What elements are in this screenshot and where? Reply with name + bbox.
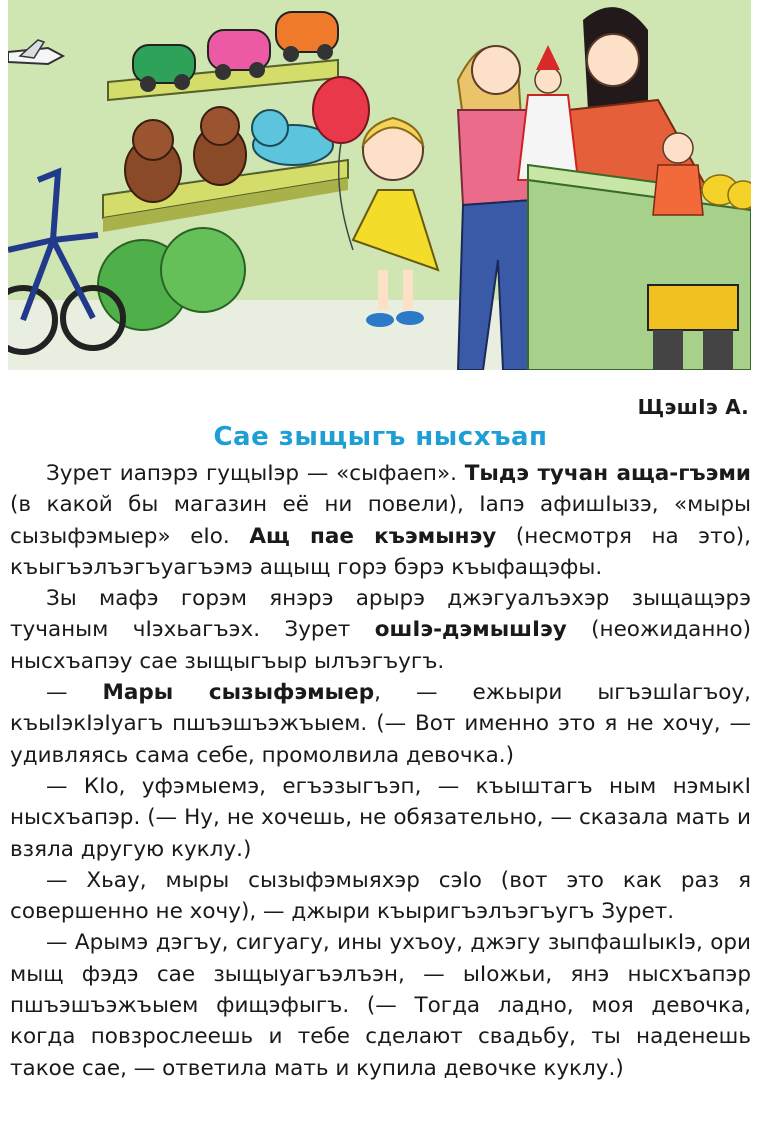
bold-phrase: ошIэ-дэмышIэу — [374, 617, 567, 643]
story-paragraph — [10, 865, 751, 928]
text-segment: Зы мафэ горэм янэрэ арырэ джэгуалъэхэр зыщащэрэ тучаным чIэхьагъэх. Зурет — [10, 586, 751, 643]
text-segment: , — ежьыри ыгъэшIагъоу, къыIэкIэIуагъ пшъэшъэжъыем. (— Вот именно это я не хочу, — удивляясь сама себе, промолвила девочка.) — [10, 680, 751, 768]
story-paragraph — [10, 927, 751, 1083]
bold-phrase: Тыдэ тучан аща-гъэми — [464, 461, 751, 486]
author-name: ЩэшIэ А. — [637, 395, 749, 419]
bold-phrase: Мары сызыфэмыер — [102, 680, 375, 706]
story-paragraph — [10, 583, 751, 677]
text-segment: (неожиданно) нысхъапэу сае зыщыгъыр ылъэгъугъ. — [10, 617, 751, 674]
text-segment: (в какой бы магазин её ни повели), Iапэ афишIызэ, «мыры сызыфэмыер» еIо. — [10, 492, 751, 549]
text-segment: (несмотря на это), къыгъэлъэгъуагъэмэ ащыщ горэ бэрэ къыфащэфы. — [10, 523, 751, 580]
story-title: Сае зыщыгъ нысхъап — [213, 422, 548, 452]
toy-store-scene — [8, 0, 751, 370]
toy-store-illustration — [8, 0, 751, 370]
story-paragraph — [10, 458, 751, 583]
text-segment: — — [46, 680, 103, 706]
story-text — [10, 458, 751, 1084]
story-paragraph — [10, 677, 751, 771]
text-segment: — Арымэ дэгъу, сигуагу, ины ухъоу, джэгу зыпфашIыкIэ, ори мыщ фэдэ сае зыщыуагъэлъэн, — ыIожьи, янэ нысхъапэр пшъэшъэжъыем фищэфыгъ. (— Тогда ладно, моя девочка, когда повзрослеешь и тебе сделают свадьбу, ты наденешь такое сае, — ответила мать и купила девочке куклу.) — [10, 930, 751, 1081]
bold-phrase: Ащ пае къэмынэу — [249, 523, 497, 549]
text-segment: Зурет иапэрэ гущыIэр — «сыфаеп». — [46, 461, 465, 486]
text-segment: — КIо, уфэмыемэ, егъэзыгъэп, — къыштагъ ным нэмыкI нысхъапэр. (— Ну, не хочешь, не обязательно, — сказала мать и взяла другую куклу.) — [10, 773, 751, 862]
story-paragraph — [10, 771, 751, 865]
text-segment: — Хьау, мыры сызыфэмыяхэр сэIо (вот это как раз я совершенно не хочу), — джыри къыригъэлъэгъугъ Зурет. — [10, 867, 751, 925]
